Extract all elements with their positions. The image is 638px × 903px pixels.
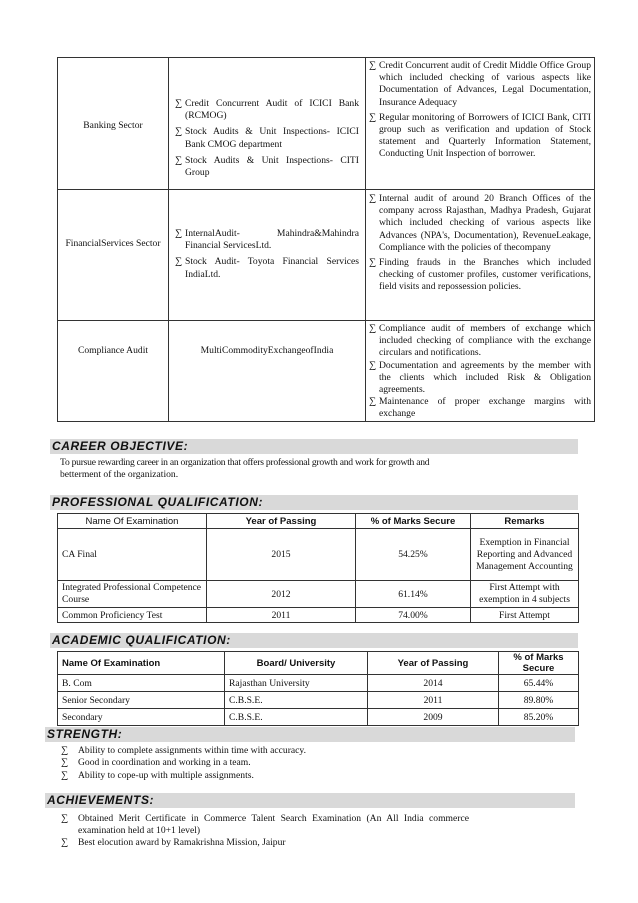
- board-cell: Rajasthan University: [225, 675, 368, 692]
- detail-item: ∑ Finding frauds in the Branches which included checking of customer profiles, customer verifications, field visits and repossession policies.: [369, 257, 591, 293]
- bullet-icon: ∑: [175, 228, 183, 239]
- exam-cell: Common Proficiency Test: [58, 608, 207, 623]
- bullet-icon: ∑: [61, 837, 69, 848]
- banking-sector-cell: [57, 57, 169, 190]
- compliance-details-cell: [365, 320, 595, 422]
- compliance-sector-cell: [57, 320, 169, 422]
- professional-table: [57, 513, 579, 623]
- bullet-icon: ∑: [369, 396, 377, 408]
- marks-cell: 54.25%: [356, 529, 471, 581]
- column-header: Name Of Examination: [58, 652, 225, 675]
- bullet-icon: ∑: [61, 757, 69, 768]
- detail-item: ∑ Credit Concurrent audit of Credit Middle Office Group which included checking of various aspects like Documentation of Advances, Legal Documentation, Insurance Adequacy: [369, 60, 591, 108]
- bullet-icon: ∑: [369, 60, 377, 71]
- financial-sector-cell: [57, 189, 169, 321]
- year-cell: 2012: [207, 581, 356, 608]
- financial-details-cell: [365, 189, 595, 321]
- marks-cell: 89.80%: [499, 692, 579, 709]
- banking-clients-cell: [168, 57, 366, 190]
- detail-item: ∑ Regular monitoring of Borrowers of ICICI Bank, CITI group such as verification and updation of Stock statement and Quarterly Information Statement, Conducting Unit Inspection of borrower.: [369, 111, 591, 160]
- exam-cell: Secondary: [58, 709, 225, 726]
- detail-item: ∑ Maintenance of proper exchange margins with exchange: [369, 396, 591, 420]
- bullet-icon: ∑: [61, 745, 69, 756]
- sector-label: Compliance Audit: [77, 345, 149, 356]
- table-row: [58, 692, 579, 709]
- marks-cell: 85.20%: [499, 709, 579, 726]
- strength-heading: STRENGTH:: [47, 727, 123, 741]
- financial-clients-cell: [168, 189, 366, 321]
- exam-cell: Senior Secondary: [58, 692, 225, 709]
- academic-qualification-heading: ACADEMIC QUALIFICATION:: [52, 633, 231, 647]
- bullet-icon: ∑: [369, 111, 377, 123]
- client-item: ∑ Stock Audit- Toyota Financial Services IndiaLtd.: [175, 256, 359, 280]
- bullet-icon: ∑: [369, 323, 377, 334]
- marks-cell: 74.00%: [356, 608, 471, 623]
- bullet-icon: ∑: [61, 770, 69, 781]
- client-item: ∑ InternalAudit- Mahindra&Mahindra Financial ServicesLtd.: [175, 228, 359, 252]
- table-row: [58, 581, 579, 608]
- bullet-icon: ∑: [61, 813, 69, 824]
- achievements-bar: [45, 793, 575, 808]
- bullet-icon: ∑: [175, 256, 183, 268]
- year-cell: 2011: [368, 692, 499, 709]
- client-item: MultiCommodityExchangeofIndia: [200, 345, 334, 356]
- table-row: [58, 529, 579, 581]
- client-item: ∑ Credit Concurrent Audit of ICICI Bank (RCMOG): [175, 98, 359, 122]
- sector-label: FinancialServices Sector: [65, 238, 161, 249]
- marks-cell: 61.14%: [356, 581, 471, 608]
- bullet-icon: ∑: [175, 98, 183, 109]
- academic-qualification-bar: [50, 633, 578, 648]
- bullet-icon: ∑: [369, 257, 377, 269]
- column-header: Remarks: [471, 514, 579, 529]
- professional-qualification-bar: [50, 495, 578, 510]
- year-cell: 2015: [207, 529, 356, 581]
- exam-cell: B. Com: [58, 675, 225, 692]
- table-header-row: [58, 514, 579, 529]
- academic-table: [57, 651, 579, 726]
- career-objective-text: To pursue rewarding career in an organization that offers professional growth and work for growth and betterment of the organization.: [60, 457, 430, 480]
- banking-details-cell: [365, 57, 595, 190]
- table-row: [58, 675, 579, 692]
- bullet-icon: ∑: [175, 154, 183, 166]
- bullet-icon: ∑: [175, 126, 183, 138]
- detail-item: ∑ Documentation and agreements by the member with the clients which included Risk & Obligation agreements.: [369, 359, 591, 396]
- column-header: Board/ University: [225, 652, 368, 675]
- strength-bar: [45, 727, 575, 742]
- exam-cell: CA Final: [58, 529, 207, 581]
- table-row: [58, 608, 579, 623]
- sector-label: Banking Sector: [83, 120, 143, 131]
- year-cell: 2014: [368, 675, 499, 692]
- career-objective-bar: [50, 439, 578, 454]
- list-item: ∑ Best elocution award by Ramakrishna Mission, Jaipur: [61, 837, 286, 848]
- column-header: Year of Passing: [207, 514, 356, 529]
- career-objective-heading: CAREER OBJECTIVE:: [52, 439, 189, 453]
- column-header: % of Marks Secure: [356, 514, 471, 529]
- detail-item: ∑ Compliance audit of members of exchange which included checking of compliance with the exchange circulars and notifications.: [369, 323, 591, 359]
- column-header: Year of Passing: [368, 652, 499, 675]
- remarks-cell: Exemption in Financial Reporting and Advanced Management Accounting: [471, 529, 579, 581]
- year-cell: 2011: [207, 608, 356, 623]
- exam-cell: Integrated Professional Competence Course: [58, 581, 207, 608]
- compliance-clients-cell: [168, 320, 366, 422]
- bullet-icon: ∑: [369, 359, 377, 371]
- column-header: % of Marks Secure: [499, 652, 579, 675]
- board-cell: C.B.S.E.: [225, 692, 368, 709]
- marks-cell: 65.44%: [499, 675, 579, 692]
- column-header: Name Of Examination: [58, 514, 207, 529]
- table-header-row: [58, 652, 579, 675]
- detail-item: ∑ Internal audit of around 20 Branch Offices of the company across Rajasthan, Madhya Pradesh, Gujarat which included checking of various aspects like Advances (NPA's, Documentation), RevenueLeakage, Compliance with the policies of thecompany: [369, 193, 591, 253]
- client-item: ∑ Stock Audits & Unit Inspections- CITI Group: [175, 154, 359, 179]
- list-item: ∑ Good in coordination and working in a team.: [61, 757, 251, 768]
- board-cell: C.B.S.E.: [225, 709, 368, 726]
- achievements-heading: ACHIEVEMENTS:: [47, 793, 155, 807]
- table-row: [58, 709, 579, 726]
- client-item: ∑ Stock Audits & Unit Inspections- ICICI Bank CMOG department: [175, 126, 359, 150]
- remarks-cell: First Attempt with exemption in 4 subjects: [471, 581, 579, 608]
- list-item: ∑ Obtained Merit Certificate in Commerce Talent Search Examination (An All India commerce examination held at 10+1 level): [61, 813, 469, 836]
- remarks-cell: First Attempt: [471, 608, 579, 623]
- list-item: ∑ Ability to complete assignments within time with accuracy.: [61, 745, 306, 756]
- professional-qualification-heading: PROFESSIONAL QUALIFICATION:: [52, 495, 264, 509]
- year-cell: 2009: [368, 709, 499, 726]
- list-item: ∑ Ability to cope-up with multiple assignments.: [61, 770, 254, 781]
- bullet-icon: ∑: [369, 193, 377, 204]
